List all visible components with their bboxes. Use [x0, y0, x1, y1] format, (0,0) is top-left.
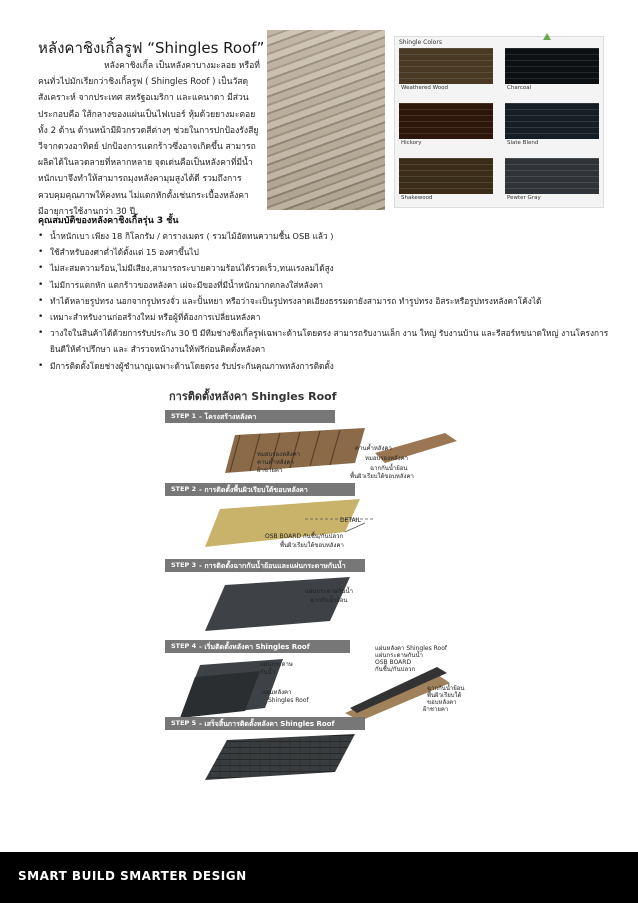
features-list [38, 228, 618, 374]
callout: คานค้ำหลังคา [355, 445, 392, 452]
callout: ฝ้าชายคา [257, 467, 283, 474]
callout: แผ่นหลังคา [262, 689, 292, 696]
callout: Shingles Roof [268, 697, 309, 704]
step-3-illustration [165, 573, 465, 635]
swatch-label: Charcoal [507, 85, 532, 91]
callout: ฉากกันน้ำย้อน [370, 465, 408, 472]
page-title: หลังคาชิงเกิ้ลรูฟ “Shingles Roof” [38, 39, 265, 57]
swatch-label: Weathered Wood [401, 85, 448, 91]
step-1-bar [165, 410, 335, 423]
list-item: • เหมาะสำหรับงานก่อสร้างใหม่ หรือผู้ที่ต้องการเปลี่ยนหลังคา [38, 309, 618, 325]
swatch-label: Shakewood [401, 195, 433, 201]
footer-bar [0, 852, 638, 903]
step-1-illustration [165, 423, 465, 483]
callout: พื้นผิวเรียบใต้ขอบหลังคา [350, 473, 414, 480]
swatch-weathered-wood [399, 48, 493, 84]
callout: พื้นผิวเรียบใต้ [427, 692, 462, 699]
callout: ฝ้าชายคา [423, 706, 449, 713]
step-text: - โครงสร้างหลังคา [199, 413, 257, 421]
step-2-bar [165, 483, 355, 496]
step-number: STEP 3 [171, 561, 197, 569]
diagram-title: การติดตั้งหลังคา Shingles Roof [169, 390, 337, 403]
callout: ฉากกันน้ำย้อน [310, 597, 348, 604]
callout: หมอบรองหลังคา [365, 455, 409, 462]
intro-paragraph: หลังคาชิงเกิ้ล เป็นหลังคาบางมะลอย หรือที่คนทั่วไปมักเรียกว่าชิงเกิ้ลรูฟ ( Shingles Roof ) เป็นวัสดุสังเคราะห์ จากประเทศ สหรัฐอเมริกา และแคนาดา มีส่วนประกอบคือ ใส้กลางของแผ่นเป็นไฟเบอร์ หุ้มด้วยยางมะตอยทั้ง 2 ด้าน ด้านหน้ามีผิวกรวดสีต่างๆ ช่วยในการปกป้องรังสียูวีจากดวงอาทิตย์ ปกป้องการแตกร้าวซึ่งอาจเกิดขึ้น สามารถผลิตได้ในลวดลายที่หลากหลาย จุดเด่นคือเป็นหลังคาที่มีน้ำหนักเบาจึงทำให้สามารถมุงหลังคามุมสูงได้ดี รวมถึงการควบคุมคุณภาพให้คงทน ไม่แตกหักตั้งเช่นกระเบื้องหลังคา มีอายุการใช้งานกว่า 30 ปี [38, 61, 260, 217]
list-item: • ใช้สำหรับองศาต่ำได้ตั้งแต่ 15 องศาขึ้นไป [38, 244, 618, 260]
installation-diagram [165, 383, 465, 783]
step-4-bar [165, 640, 350, 653]
step-4-illustration [165, 653, 465, 723]
list-item: • ไม่มีการแตกหัก แตกร้าวของหลังคา เผ่จะมีของที่มีน้ำหนักมากตกลงใส่หลังคา [38, 277, 618, 293]
callout: แผ่นกระดาษกันน้ำ [375, 652, 423, 659]
step-text: - เสร็จสิ้นการติดตั้งหลังคา Shingles Roof [199, 720, 335, 728]
callout: พื้นผิวเรียบใต้ขอบหลังคา [280, 542, 344, 549]
callout: หมอบรองหลังคา [257, 451, 301, 458]
callout: กันน้ำ [260, 669, 276, 676]
up-arrow-icon [543, 33, 551, 40]
list-item: • ไม่สะสมความร้อน,ไม่มีเสียง,สามารถระบายความร้อนได้รวดเร็ว,ทนแรงลมได้สูง [38, 260, 618, 276]
step-number: STEP 1 [171, 412, 197, 420]
swatch-label: Hickory [401, 140, 422, 146]
list-item: • วางใจในสินค้าได้ด้วยการรับประกัน 30 ปี มีทีมช่างชิงเกิ้ลรูฟเฉพาะด้านโดยตรง สามารถรับงานเล็ก งาน ใหญ่ รับงานบ้าน และรีสอร์ทขนาดใหญ่ งานโครงการ ยินดีให้คำปรึกษา และ สำรวจหน้างานให้ฟรีก่อนติดตั้งหลังคา [38, 325, 618, 357]
swatch-label: Pewter Gray [507, 195, 541, 201]
footer-slogan: SMART BUILD SMARTER DESIGN [18, 869, 247, 883]
callout: DETAIL [340, 517, 361, 524]
list-item: • น้ำหนักเบา เพียง 18 กิโลกรัม / ตารางเมตร ( รวมไม้อัดทนความชื้น OSB แล้ว ) [38, 228, 618, 244]
callout: ขอบหลังคา [427, 699, 457, 706]
swatch-label: Slate Blend [507, 140, 539, 146]
callout: แผ่นหลังคา Shingles Roof [375, 645, 447, 652]
swatch-charcoal [505, 48, 599, 84]
features-title: คุณสมบัติของหลังคาชิงเกิ้ลรุ่น 3 ชั้น [38, 216, 179, 226]
callout: แผ่นกระดาษ [260, 661, 293, 668]
step-number: STEP 2 [171, 485, 197, 493]
step-text: - การติดตั้งพื้นผิวเรียบใต้ขอบหลังคา [199, 486, 308, 494]
callout: ฉากกันน้ำย้อน [427, 685, 465, 692]
step-3-bar [165, 559, 365, 572]
step-5-illustration [165, 730, 465, 782]
callout: แผ่นกระดาษกันน้ำ [305, 588, 353, 595]
shingle-colors-panel [394, 36, 604, 208]
list-item: • ทำได้หลายรูปทรง นอกจากรูปทรงจั่ว และปั้นหยา หรือว่าจะเป็นรูปทรงลาดเอียงธรรมดายังสามารถ ทำรูปทรง อิสระหรือรูปทรงหลังคาโค้งได้ [38, 293, 618, 309]
step-number: STEP 4 [171, 642, 197, 650]
step-text: - เริ่มติดตั้งหลังคา Shingles Roof [199, 643, 310, 651]
list-item: • มีการติดตั้งโดยช่างผู้ชำนาญเฉพาะด้านโดยตรง รับประกันคุณภาพหลังการติดตั้ง [38, 358, 618, 374]
swatch-hickory [399, 103, 493, 139]
swatch-slate-blend [505, 103, 599, 139]
swatch-pewter-gray [505, 158, 599, 194]
step-number: STEP 5 [171, 719, 197, 727]
roof-photo [267, 30, 385, 210]
callout: กันชื้น/กันปลวก [375, 666, 416, 673]
callout: OSB BOARD กันชื้น/กันปลวก [265, 533, 344, 540]
callout: OSB BOARD [375, 659, 412, 666]
step-text: - การติดตั้งฉากกันน้ำย้อนและแผ่นกระดาษกันน้ำ [199, 562, 346, 570]
step-5-bar [165, 717, 365, 730]
shingle-colors-title: Shingle Colors [399, 39, 442, 46]
callout: คานค้ำหลังคา [257, 459, 294, 466]
swatch-shakewood [399, 158, 493, 194]
